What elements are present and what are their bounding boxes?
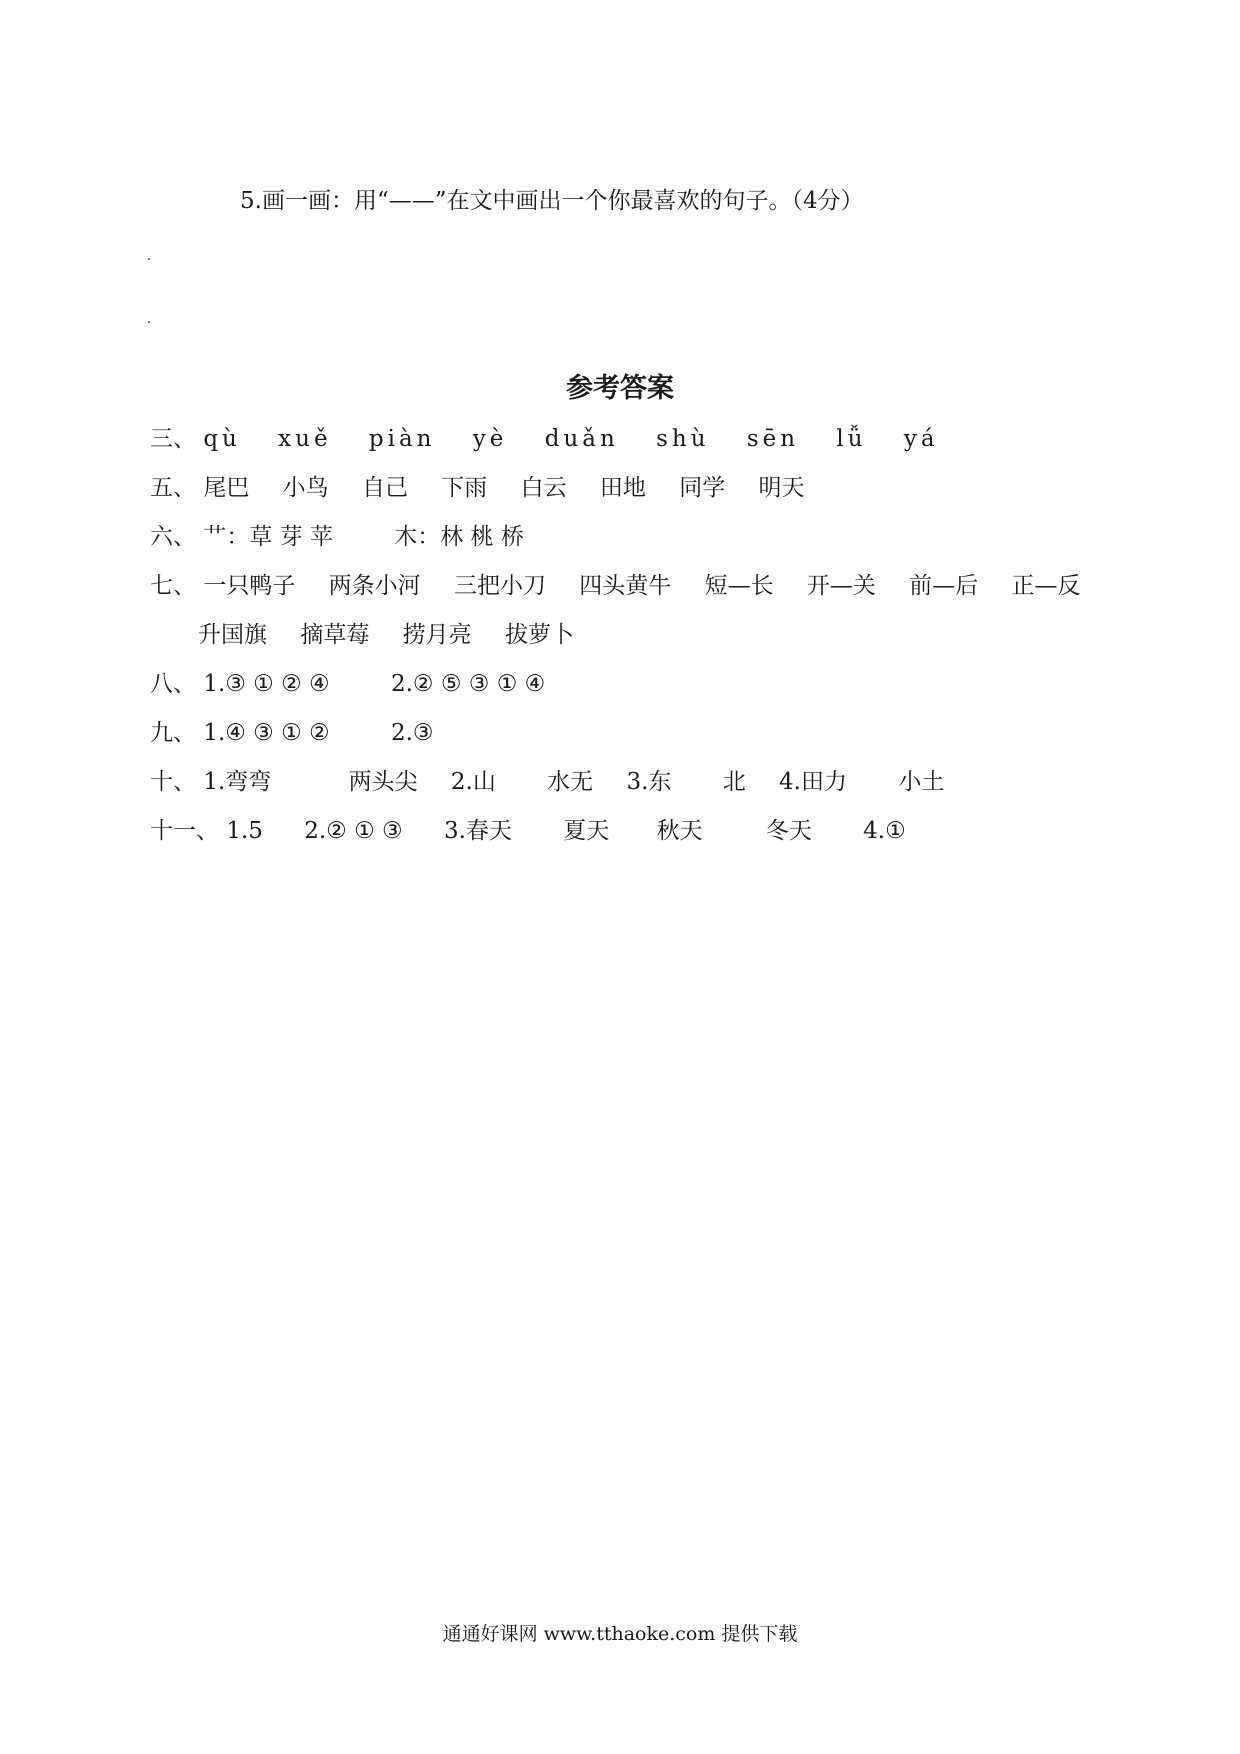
question-5: 5.画一画：用“——”在文中画出一个你最喜欢的句子。（4分） [240, 188, 864, 214]
footer-credit: 通通好课网 www.tthaoke.com 提供下载 [442, 1623, 798, 1645]
row-label: 七、 [150, 573, 196, 599]
answer-item: 水无 [547, 769, 594, 795]
row-label: 三、 [150, 426, 196, 452]
answers-title: 参考答案 [566, 373, 674, 404]
order-item: 2.② ⑤ ③ ① ④ [390, 671, 546, 697]
pinyin-item: lǚ [836, 426, 867, 452]
answer-row-5 [150, 473, 831, 503]
row-label: 五、 [150, 475, 196, 501]
radical-group: 木：林 桃 桥 [394, 524, 524, 550]
pinyin-item: sēn [746, 426, 800, 452]
answer-item: 4.田力 [779, 769, 847, 795]
answer-item: 1.5 [226, 818, 263, 844]
answer-row-3 [150, 424, 969, 454]
answer-item: 4.① [863, 818, 906, 844]
pinyin-item: yè [472, 426, 508, 452]
answer-item: 小土 [898, 769, 945, 795]
word-item: 自己 [361, 475, 408, 501]
scan-speck [148, 258, 150, 260]
answer-item: 夏天 [563, 818, 610, 844]
word-item: 拔萝卜 [504, 622, 574, 648]
word-item: 白云 [520, 475, 567, 501]
word-item: 短—长 [704, 573, 774, 599]
answer-row-10 [150, 767, 970, 797]
pinyin-item: yá [903, 426, 939, 452]
answer-item: 3.春天 [443, 818, 512, 844]
word-item: 开—关 [806, 573, 876, 599]
order-item: 1.③ ① ② ④ [203, 671, 330, 697]
answer-row-7-continued [198, 620, 600, 650]
pinyin-item: qù [203, 426, 241, 452]
row-label: 十、 [150, 769, 196, 795]
word-item: 一只鸭子 [203, 573, 296, 599]
answer-row-11 [150, 816, 932, 846]
word-item: 同学 [679, 475, 726, 501]
order-item: 2.③ [390, 720, 434, 746]
answer-row-9 [150, 718, 460, 748]
answer-item: 2.② ① ③ [304, 818, 403, 844]
scan-speck [148, 321, 150, 323]
answer-row-7 [150, 571, 1081, 601]
word-item: 田地 [599, 475, 646, 501]
word-item: 明天 [758, 475, 805, 501]
word-item: 下雨 [441, 475, 488, 501]
order-item: 1.④ ③ ① ② [203, 720, 330, 746]
row-label: 九、 [150, 720, 196, 746]
row-label: 十一、 [150, 818, 219, 844]
word-item: 小鸟 [282, 475, 329, 501]
answer-item: 秋天 [656, 818, 703, 844]
word-item: 摘草莓 [300, 622, 370, 648]
row-label: 八、 [150, 671, 196, 697]
answer-item: 冬天 [765, 818, 812, 844]
answer-item: 北 [722, 769, 746, 795]
word-item: 三把小刀 [453, 573, 546, 599]
answer-row-8 [150, 669, 571, 699]
word-item: 捞月亮 [402, 622, 472, 648]
word-item: 升国旗 [198, 622, 267, 648]
word-item: 四头黄牛 [579, 573, 672, 599]
radical-group: 艹：草 芽 苹 [203, 524, 333, 550]
word-item: 两条小河 [328, 573, 421, 599]
answer-row-6 [150, 522, 550, 552]
pinyin-item: shù [656, 426, 710, 452]
row-label: 六、 [150, 524, 196, 550]
word-item: 正—反 [1011, 573, 1081, 599]
answer-item: 2.山 [450, 769, 496, 795]
word-item: 尾巴 [203, 475, 250, 501]
pinyin-item: xuě [278, 426, 332, 452]
pinyin-item: duǎn [544, 426, 619, 452]
word-item: 前—后 [909, 573, 979, 599]
pinyin-item: piàn [368, 426, 436, 452]
answer-item: 3.东 [626, 769, 672, 795]
answer-item: 两头尖 [348, 769, 418, 795]
answer-item: 1.弯弯 [203, 769, 272, 795]
